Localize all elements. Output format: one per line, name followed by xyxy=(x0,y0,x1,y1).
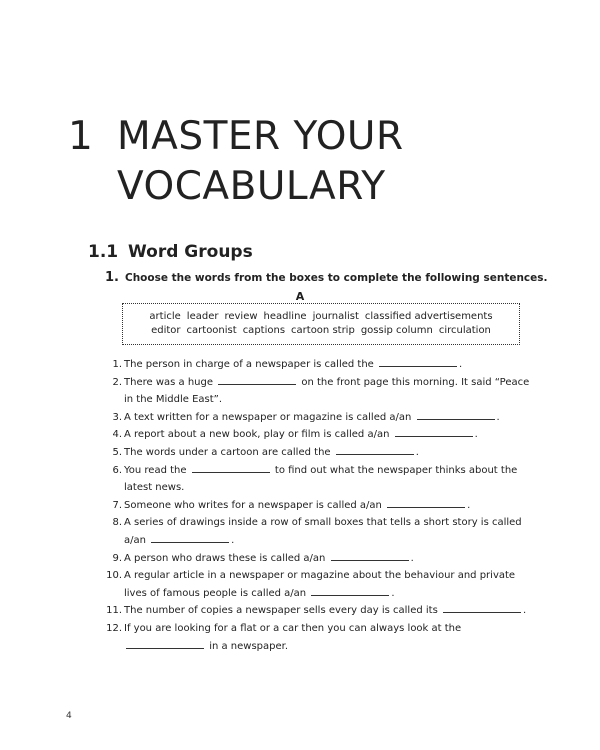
sentence-number: 9. xyxy=(112,552,122,564)
answer-blank[interactable] xyxy=(395,428,473,437)
sentence-number: 12. xyxy=(106,622,122,634)
answer-blank[interactable] xyxy=(417,411,495,420)
sentence-text: The number of copies a newspaper sells every day is called its xyxy=(124,605,438,617)
sentence-item xyxy=(110,356,540,374)
section-title: Word Groups xyxy=(128,242,253,262)
sentence-number: 1. xyxy=(112,359,122,370)
sentence-text-end: . xyxy=(474,429,478,441)
sentence-number: 11. xyxy=(106,605,122,617)
chapter-title-line1: MASTER YOUR xyxy=(117,114,404,159)
word-box xyxy=(122,303,520,345)
answer-blank[interactable] xyxy=(126,640,204,649)
word-box-word: article xyxy=(149,311,181,322)
sentence-text-end: . xyxy=(410,552,414,564)
sentence-item xyxy=(110,550,540,568)
sentence-text: A series of drawings inside a row of small boxes that tells a short story is called a/an xyxy=(124,517,522,546)
sentence-number: 4. xyxy=(112,429,122,441)
section-number: 1.1 xyxy=(88,242,119,262)
sentence-number: 8. xyxy=(112,517,122,529)
answer-blank[interactable] xyxy=(336,446,414,455)
sentence-item xyxy=(110,409,540,427)
sentence-item xyxy=(110,497,540,515)
answer-blank[interactable] xyxy=(218,376,296,385)
sentence-text: Someone who writes for a newspaper is called a/an xyxy=(124,499,382,511)
sentence-text-end: . xyxy=(522,605,527,617)
sentence-item xyxy=(110,462,540,497)
sentence-item xyxy=(110,514,540,549)
sentence-item xyxy=(110,444,540,462)
sentence-text: A regular article in a newspaper or magazine about the behaviour and private lives of famous people is called a/an xyxy=(124,570,516,599)
sentence-text-end: to find out what the newspaper thinks about the latest news. xyxy=(124,464,518,494)
word-box-word: editor xyxy=(151,325,181,336)
sentence-text: You read the xyxy=(124,464,187,476)
chapter-title xyxy=(68,112,404,212)
answer-blank[interactable] xyxy=(379,358,457,367)
sentence-text-end: in a newspaper. xyxy=(209,640,289,652)
sentence-text: A person who draws these is called a/an xyxy=(124,552,326,564)
sentence-text-end: . xyxy=(391,587,395,599)
word-box-word: headline xyxy=(263,311,307,322)
sentence-item xyxy=(106,602,540,620)
sentence-item xyxy=(106,620,540,655)
sentence-number: 3. xyxy=(112,411,122,423)
sentence-number: 5. xyxy=(112,446,122,458)
sentence-text: The words under a cartoon are called the xyxy=(124,446,331,458)
word-box-word: journalist xyxy=(312,311,359,322)
chapter-title-line2: VOCABULARY xyxy=(117,164,386,209)
exercise-number: 1. xyxy=(105,270,119,285)
word-box-word: classified advertisements xyxy=(364,311,493,322)
word-box-row-1 xyxy=(123,310,519,324)
answer-blank[interactable] xyxy=(311,587,389,596)
sentence-text: There was a huge xyxy=(124,376,213,388)
sentence-text: The person in charge of a newspaper is called the xyxy=(124,359,374,370)
sentence-number: 6. xyxy=(112,464,122,476)
sentence-item xyxy=(110,426,540,444)
sentence-text-end: . xyxy=(459,359,463,370)
sentence-item xyxy=(110,374,540,409)
exercise-text: Choose the words from the boxes to complete the following sentences. xyxy=(124,272,548,284)
sentence-item xyxy=(106,567,540,602)
word-box-word: review xyxy=(224,311,258,322)
word-box-row-2 xyxy=(123,324,519,338)
word-box-label: A xyxy=(295,290,305,303)
word-box-word: cartoonist xyxy=(186,325,237,336)
word-box-word: cartoon strip xyxy=(291,325,355,336)
word-box-word: captions xyxy=(242,325,286,336)
answer-blank[interactable] xyxy=(331,552,409,561)
sentence-number: 10. xyxy=(106,570,122,582)
answer-blank[interactable] xyxy=(443,604,521,613)
sentence-number: 7. xyxy=(112,499,122,511)
sentence-text-end: . xyxy=(415,446,419,458)
page-number: 4 xyxy=(66,711,72,721)
answer-blank[interactable] xyxy=(387,499,465,508)
sentence-text: If you are looking for a flat or a car then you can always look at the xyxy=(124,622,462,634)
sentence-number: 2. xyxy=(112,376,122,388)
sentence-text-end: . xyxy=(496,411,500,423)
sentence-text-end: on the front page this morning. It said “Peace in the Middle East”. xyxy=(124,376,530,406)
answer-blank[interactable] xyxy=(151,534,229,543)
word-box-word: gossip column xyxy=(360,325,433,336)
sentence-text-end: . xyxy=(467,499,471,511)
answer-blank[interactable] xyxy=(192,464,270,473)
sentence-text: A text written for a newspaper or magazine is called a/an xyxy=(124,411,412,423)
sentence-text: A report about a new book, play or film is called a/an xyxy=(124,429,390,441)
sentence-list xyxy=(106,356,540,655)
word-box-word: leader xyxy=(186,311,219,322)
sentence-text-end: . xyxy=(231,534,235,546)
section-heading xyxy=(88,242,253,262)
chapter-number: 1 xyxy=(68,114,94,159)
word-box-word: circulation xyxy=(438,325,491,336)
exercise-instruction xyxy=(105,270,548,285)
